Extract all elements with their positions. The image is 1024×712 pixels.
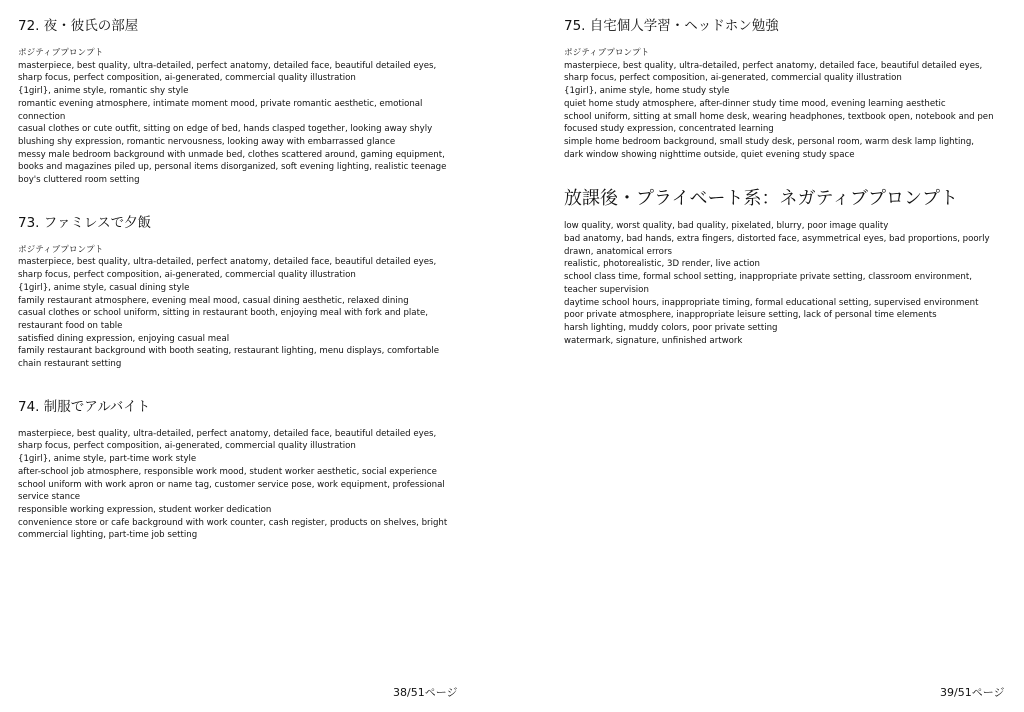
prompt-line: masterpiece, best quality, ultra-detailed, perfect anatomy, detailed face, beautiful detailed eyes, <box>18 257 437 268</box>
prompt-line: connection <box>18 111 66 122</box>
prompt-line: family restaurant background with booth seating, restaurant lighting, menu displays, comfortable <box>18 346 440 357</box>
prompt-line: {1girl}, anime style, home study style <box>564 86 730 97</box>
right-page-content <box>564 16 1012 373</box>
prompt-line: commercial lighting, part-time job setting <box>18 530 198 541</box>
prompt-line: responsible working expression, student worker dedication <box>18 504 272 515</box>
prompt-line: harsh lighting, muddy colors, poor private setting <box>564 322 778 333</box>
negative-prompt-title: 放課後・プライベート系：ネガティブプロンプト <box>564 188 959 210</box>
section-title: 75. 自宅個人学習・ヘッドホン勉強 <box>564 18 779 34</box>
section-73 <box>18 213 470 371</box>
prompt-line: dark window showing nighttime outside, quiet evening study space <box>564 149 855 160</box>
prompt-line: family restaurant atmosphere, evening meal mood, casual dining aesthetic, relaxed dining <box>18 295 409 306</box>
prompt-line: simple home bedroom background, small study desk, personal room, warm desk lamp lighting, <box>564 136 975 147</box>
prompt-line: blushing shy expression, romantic nervousness, looking away with embarrassed glance <box>18 136 396 147</box>
right-page <box>512 0 1024 712</box>
prompt-line: romantic evening atmosphere, intimate moment mood, private romantic aesthetic, emotional <box>18 98 423 109</box>
prompt-line: drawn, anatomical errors <box>564 246 672 257</box>
prompt-line: teacher supervision <box>564 284 649 295</box>
prompt-line: sharp focus, perfect composition, ai-generated, commercial quality illustration <box>18 73 356 84</box>
prompt-line: masterpiece, best quality, ultra-detailed, perfect anatomy, detailed face, beautiful detailed eyes, <box>18 60 437 71</box>
section-title: 73. ファミレスで夕飯 <box>18 214 152 231</box>
section-72 <box>18 16 470 187</box>
prompt-line: school class time, formal school setting, inappropriate private setting, classroom environment, <box>564 272 972 283</box>
prompt-line: casual clothes or cute outfit, sitting on edge of bed, hands clasped together, looking away shyly <box>18 124 433 135</box>
prompt-line: poor private atmosphere, inappropriate leisure setting, lack of personal time elements <box>564 310 937 321</box>
prompt-line: bad anatomy, bad hands, extra fingers, distorted face, asymmetrical eyes, bad proportions, poorly <box>564 234 990 245</box>
prompt-line: sharp focus, perfect composition, ai-generated, commercial quality illustration <box>564 73 902 84</box>
prompt-line: focused study expression, concentrated learning <box>564 124 774 135</box>
prompt-line: casual clothes or school uniform, sitting in restaurant booth, enjoying meal with fork and plate, <box>18 308 428 319</box>
prompt-line: school uniform with work apron or name tag, customer service pose, work equipment, professional <box>18 479 445 490</box>
section-75 <box>564 16 1012 161</box>
prompt-line: sharp focus, perfect composition, ai-generated, commercial quality illustration <box>18 270 356 281</box>
prompt-line: masterpiece, best quality, ultra-detailed, perfect anatomy, detailed face, beautiful detailed eyes, <box>564 60 983 71</box>
section-negative-prompt <box>564 187 1012 347</box>
prompt-line: daytime school hours, inappropriate timing, formal educational setting, supervised environment <box>564 297 979 308</box>
positive-prompt-label: ポジティブプロンプト <box>564 48 650 58</box>
prompt-line: {1girl}, anime style, part-time work style <box>18 454 197 465</box>
prompt-line: convenience store or cafe background with work counter, cash register, products on shelves, bright <box>18 517 448 528</box>
prompt-line: quiet home study atmosphere, after-dinner study time mood, evening learning aesthetic <box>564 98 946 109</box>
page-number: 38/51ページ <box>393 686 458 699</box>
positive-prompt-label: ポジティブプロンプト <box>18 244 104 255</box>
prompt-line: messy male bedroom background with unmade bed, clothes scattered around, gaming equipment, <box>18 149 445 160</box>
prompt-line: {1girl}, anime style, casual dining style <box>18 282 190 293</box>
prompt-line: realistic, photorealistic, 3D render, live action <box>564 259 760 270</box>
prompt-line: satisfied dining expression, enjoying casual meal <box>18 333 230 344</box>
prompt-line: masterpiece, best quality, ultra-detailed, perfect anatomy, detailed face, beautiful detailed eyes, <box>18 428 437 439</box>
prompt-line: {1girl}, anime style, romantic shy style <box>18 86 189 97</box>
prompt-line: books and magazines piled up, personal items disorganized, soft evening lighting, realistic teenage <box>18 162 447 173</box>
section-74 <box>18 397 470 542</box>
section-title: 72. 夜・彼氏の部屋 <box>18 18 139 34</box>
prompt-line: low quality, worst quality, bad quality, pixelated, blurry, poor image quality <box>564 221 889 232</box>
section-title: 74. 制服でアルバイト <box>18 398 151 415</box>
positive-prompt-label: ポジティブプロンプト <box>18 48 104 58</box>
prompt-line: boy's cluttered room setting <box>18 175 140 186</box>
left-page-content <box>18 16 470 568</box>
prompt-line: chain restaurant setting <box>18 359 122 370</box>
prompt-line: after-school job atmosphere, responsible work mood, student worker aesthetic, social experience <box>18 466 437 477</box>
prompt-line: service stance <box>18 492 81 503</box>
prompt-line: school uniform, sitting at small home desk, wearing headphones, textbook open, notebook and pen <box>564 111 994 122</box>
prompt-line: sharp focus, perfect composition, ai-generated, commercial quality illustration <box>18 441 356 452</box>
prompt-line: watermark, signature, unfinished artwork <box>564 335 743 346</box>
prompt-line: restaurant food on table <box>18 320 123 331</box>
page-number: 39/51ページ <box>940 686 1005 699</box>
